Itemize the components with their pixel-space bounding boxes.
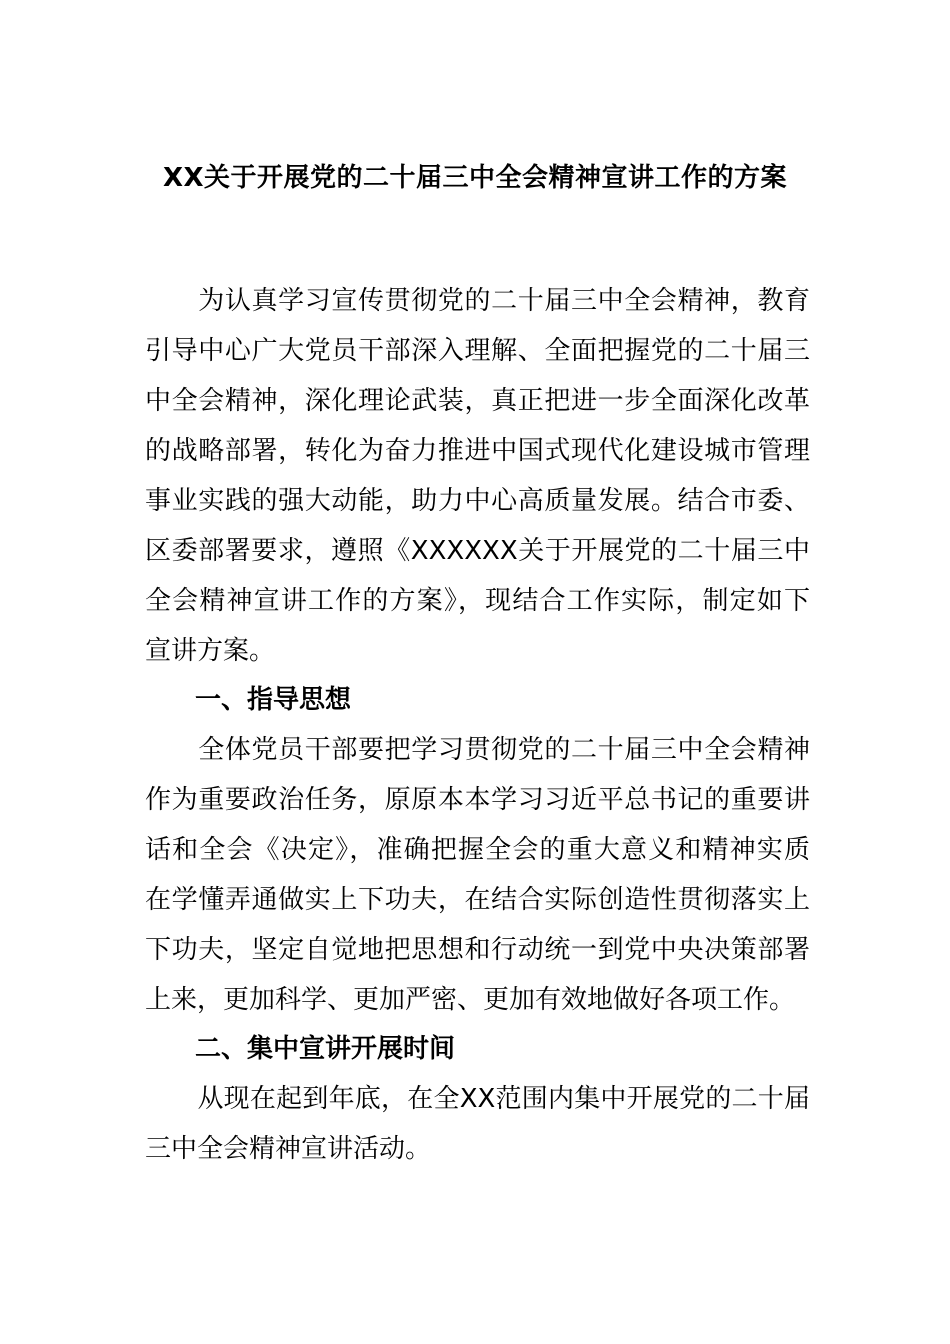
paragraph-line: 全体党员干部要把学习贯彻党的二十届三中全会精神 [145,735,810,765]
paragraph-line: 上来，更加科学、更加严密、更加有效地做好各项工作。 [145,985,796,1015]
paragraph-line: 区委部署要求，遵照《XXXXXX关于开展党的二十届三中 [145,536,810,566]
document-title: XX关于开展党的二十届三中全会精神宣讲工作的方案 [162,163,788,193]
paragraph-line: 引导中心广大党员干部深入理解、全面把握党的二十届三 [145,336,810,366]
paragraph-line: 三中全会精神宣讲活动。 [145,1134,432,1164]
paragraph-line: 的战略部署，转化为奋力推进中国式现代化建设城市管理 [145,436,810,466]
section-heading: 二、集中宣讲开展时间 [195,1034,456,1064]
paragraph-line: 在学懂弄通做实上下功夫，在结合实际创造性贯彻落实上 [145,885,810,915]
section-heading: 一、指导思想 [195,685,352,715]
paragraph-line: 宣讲方案。 [145,636,276,666]
paragraph-line: 从现在起到年底，在全XX范围内集中开展党的二十届 [145,1084,810,1114]
paragraph-line: 中全会精神，深化理论武装，真正把进一步全面深化改革 [145,386,810,416]
paragraph-line: 事业实践的强大动能，助力中心高质量发展。结合市委、 [145,486,810,516]
paragraph-line: 为认真学习宣传贯彻党的二十届三中全会精神，教育 [145,286,810,316]
paragraph-line: 作为重要政治任务，原原本本学习习近平总书记的重要讲 [145,785,810,815]
paragraph-line: 下功夫，坚定自觉地把思想和行动统一到党中央决策部署 [145,935,810,965]
paragraph-line: 话和全会《决定》，准确把握全会的重大意义和精神实质 [145,835,810,865]
paragraph-line: 全会精神宣讲工作的方案》，现结合工作实际，制定如下 [145,586,810,616]
